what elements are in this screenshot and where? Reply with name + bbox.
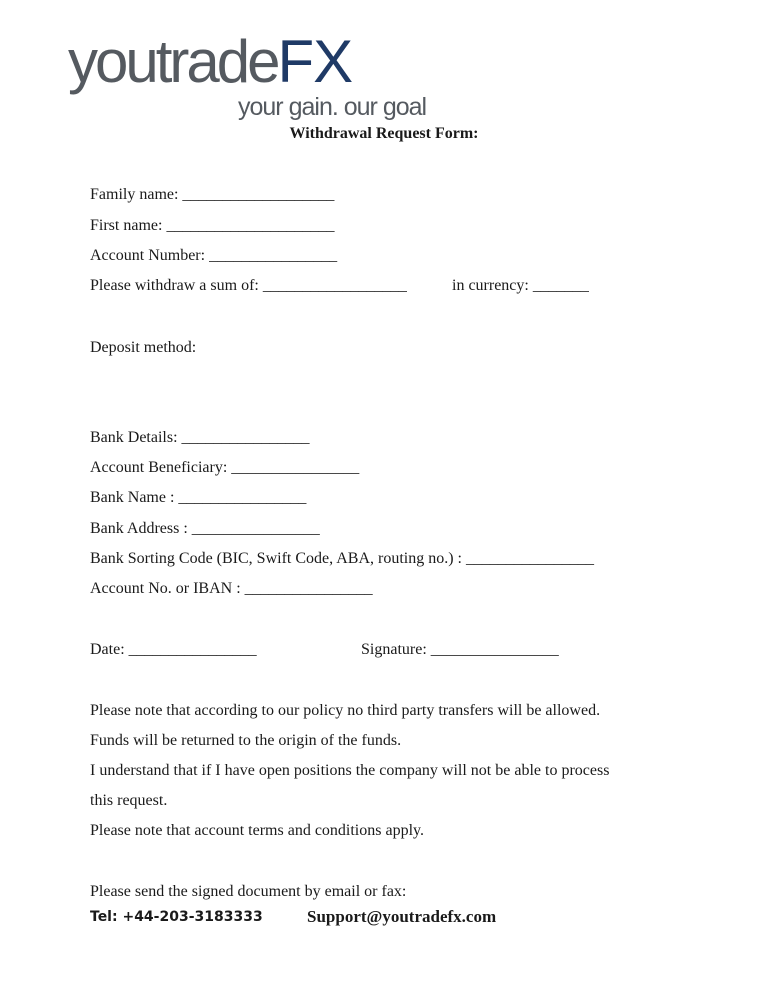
form-title: Withdrawal Request Form: xyxy=(289,125,479,142)
logo-tagline: your gain. our goal xyxy=(238,93,427,121)
first-name-field: First name: _____________________ xyxy=(90,217,335,234)
open-positions-note: I understand that if I have open positions the company will not be able to process xyxy=(90,762,610,779)
terms-note: Please note that account terms and conditions apply. xyxy=(90,822,424,839)
family-name-field: Family name: ___________________ xyxy=(90,186,335,203)
contact-email: Support@youtradefx.com xyxy=(307,907,497,926)
policy-note: Please note that according to our policy no third party transfers will be allowed. xyxy=(90,702,601,719)
signature-field: Signature: ________________ xyxy=(361,641,559,658)
funds-returned-note: Funds will be returned to the origin of the funds. xyxy=(90,732,402,749)
withdraw-sum-field: Please withdraw a sum of: __________________ xyxy=(90,277,407,294)
deposit-method-label: Deposit method: xyxy=(90,339,197,356)
open-positions-note-cont: this request. xyxy=(90,792,168,809)
account-number-field: Account Number: ________________ xyxy=(90,247,338,264)
logo-fx: FX xyxy=(277,28,353,95)
bank-sorting-code-field: Bank Sorting Code (BIC, Swift Code, ABA, routing no.) : ________________ xyxy=(90,550,594,567)
currency-field: in currency: _______ xyxy=(452,277,589,294)
date-field: Date: ________________ xyxy=(90,641,257,658)
contact-telephone: Tel: +44-203-3183333 xyxy=(90,909,263,925)
account-iban-field: Account No. or IBAN : ________________ xyxy=(90,580,373,597)
send-instructions: Please send the signed document by email or fax: xyxy=(90,883,407,900)
company-logo xyxy=(68,22,448,122)
logo-wordmark xyxy=(68,22,352,102)
account-beneficiary-field: Account Beneficiary: ________________ xyxy=(90,459,360,476)
bank-details-field: Bank Details: ________________ xyxy=(90,429,310,446)
bank-name-field: Bank Name : ________________ xyxy=(90,489,307,506)
logo-you: you xyxy=(68,28,156,95)
bank-address-field: Bank Address : ________________ xyxy=(90,520,320,537)
logo-trade: trade xyxy=(155,28,278,95)
